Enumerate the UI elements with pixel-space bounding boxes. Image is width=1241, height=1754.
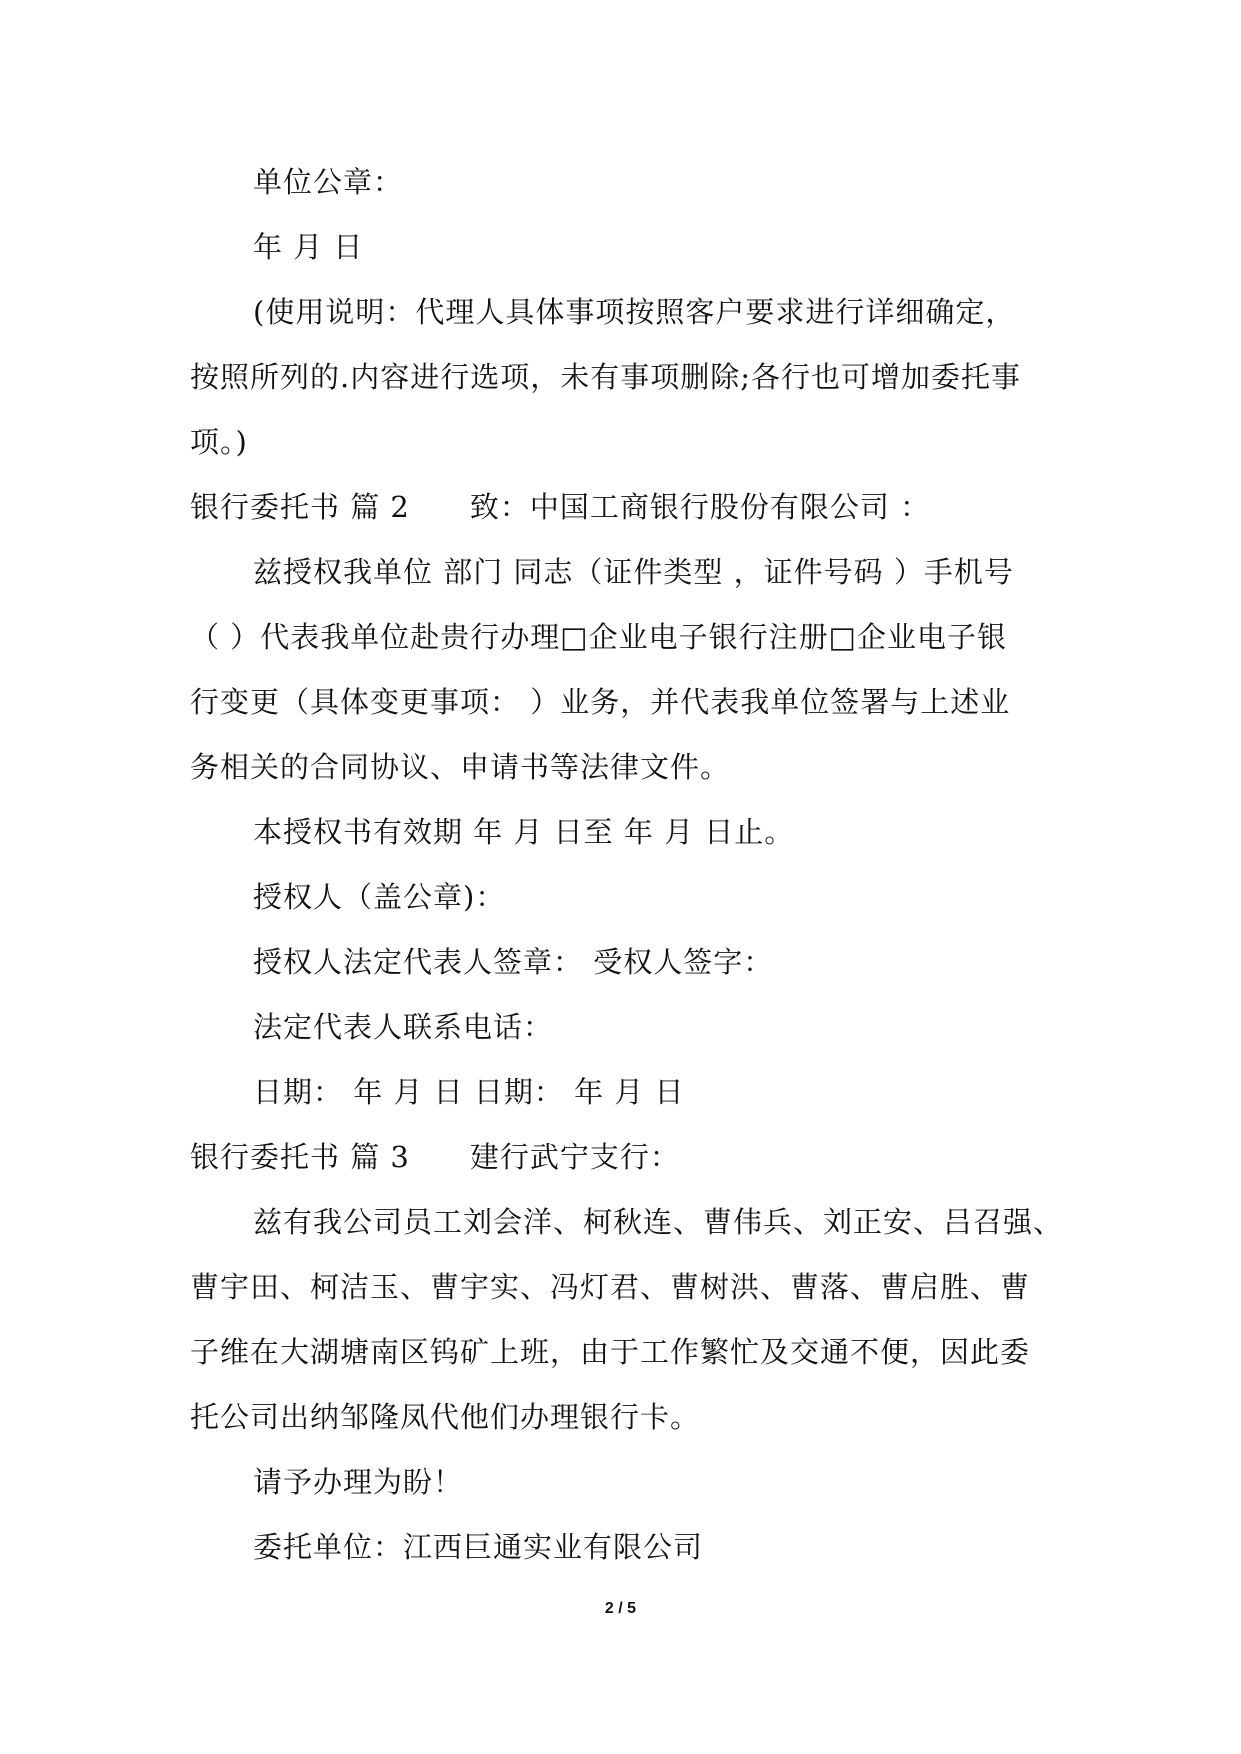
section-recipient: 致：中国工商银行股份有限公司 ：	[469, 490, 931, 524]
section-recipient: 建行武宁支行：	[469, 1140, 680, 1174]
paragraph-line: 年 月 日	[253, 230, 364, 264]
paragraph-line: 兹授权我单位 部门 同志（证件类型 ，证件号码 ）手机号	[253, 555, 1014, 589]
page-number: 2 / 5	[604, 1600, 637, 1617]
paragraph-line: 曹宇田、柯洁玉、曹宇实、冯灯君、曹树洪、曹落、曹启胜、曹	[190, 1270, 1031, 1304]
paragraph-line: 法定代表人联系电话：	[253, 1010, 554, 1044]
paragraph-line: 请予办理为盼！	[253, 1465, 464, 1499]
paragraph-line: 本授权书有效期 年 月 日至 年 月 日止。	[253, 815, 795, 849]
paragraph-line: 单位公章：	[253, 165, 404, 199]
paragraph-line: 行变更（具体变更事项： ）业务，并代表我单位签署与上述业	[190, 685, 1011, 719]
paragraph-line: 按照所列的.内容进行选项，未有事项删除;各行也可增加委托事	[190, 360, 1021, 394]
section-heading-2	[190, 475, 1060, 540]
paragraph-line: 项。)	[190, 425, 248, 459]
paragraph-line: 务相关的合同协议、申请书等法律文件。	[190, 750, 731, 784]
document-body	[190, 150, 1064, 1580]
paragraph-line: (使用说明：代理人具体事项按照客户要求进行详细确定，	[253, 295, 1016, 329]
section-title: 银行委托书 篇 2	[190, 490, 410, 524]
paragraph-line: （ ）代表我单位赴贵行办理□企业电子银行注册□企业电子银	[190, 620, 1008, 654]
paragraph-line: 授权人（盖公章)：	[253, 880, 506, 914]
section-title: 银行委托书 篇 3	[190, 1140, 410, 1174]
paragraph-line: 授权人法定代表人签章： 受权人签字：	[253, 945, 774, 979]
paragraph-line: 日期： 年 月 日 日期： 年 月 日	[253, 1075, 685, 1109]
paragraph-line: 子维在大湖塘南区钨矿上班，由于工作繁忙及交通不便，因此委	[190, 1335, 1031, 1369]
section-heading-3	[190, 1125, 1060, 1190]
paragraph-line: 托公司出纳邹隆凤代他们办理银行卡。	[190, 1400, 701, 1434]
paragraph-line: 委托单位：江西巨通实业有限公司	[253, 1530, 704, 1564]
paragraph-line: 兹有我公司员工刘会洋、柯秋连、曹伟兵、刘正安、吕召强、	[253, 1205, 1064, 1239]
